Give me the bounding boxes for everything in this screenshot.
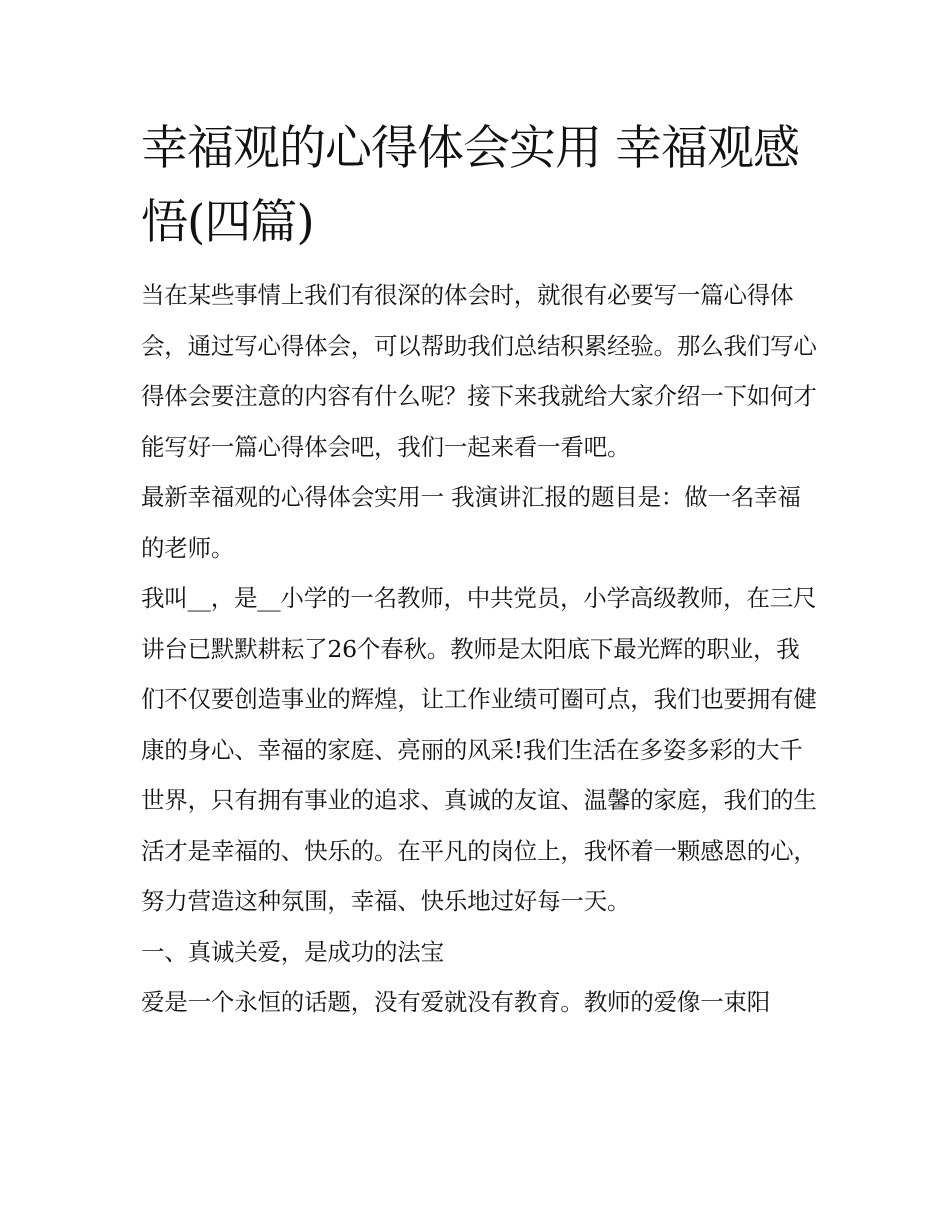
paragraph-love-education: 爱是一个永恒的话题，没有爱就没有教育。教师的爱像一束阳: [141, 988, 771, 1016]
section-heading: 一、真诚关爱，是成功的法宝: [141, 937, 444, 966]
paragraph-self-introduction: 我叫__，是__小学的一名教师，中共党员，小学高级教师，在三尺讲台已默默耕耘了26个春秋。教师是太阳底下最光辉的职业，我们不仅要创造事业的辉煌，让工作业绩可圈可点，我们也要拥有健康的身心、幸福的家庭、亮丽的风采!我们生活在多姿多彩的大千世界，只有拥有事业的追求、真诚的友谊、温馨的家庭，我们的生活才是幸福的、快乐的。在平凡的岗位上，我怀着一颗感恩的心，努力营造这种氛围，幸福、快乐地过好每一天。: [141, 584, 817, 915]
paragraph-intro: 当在某些事情上我们有很深的体会时，就很有必要写一篇心得体会，通过写心得体会，可以帮助我们总结积累经验。那么我们写心得体会要注意的内容有什么呢？接下来我就给大家介绍一下如何才能写好一篇心得体会吧，我们一起来看一看吧。: [141, 281, 817, 461]
paragraph-speech-topic: 最新幸福观的心得体会实用一 我演讲汇报的题目是：做一名幸福的老师。: [141, 483, 801, 562]
document-title: 幸福观的心得体会实用 幸福观感悟(四篇): [141, 121, 799, 250]
document-body: [141, 112, 821, 1028]
